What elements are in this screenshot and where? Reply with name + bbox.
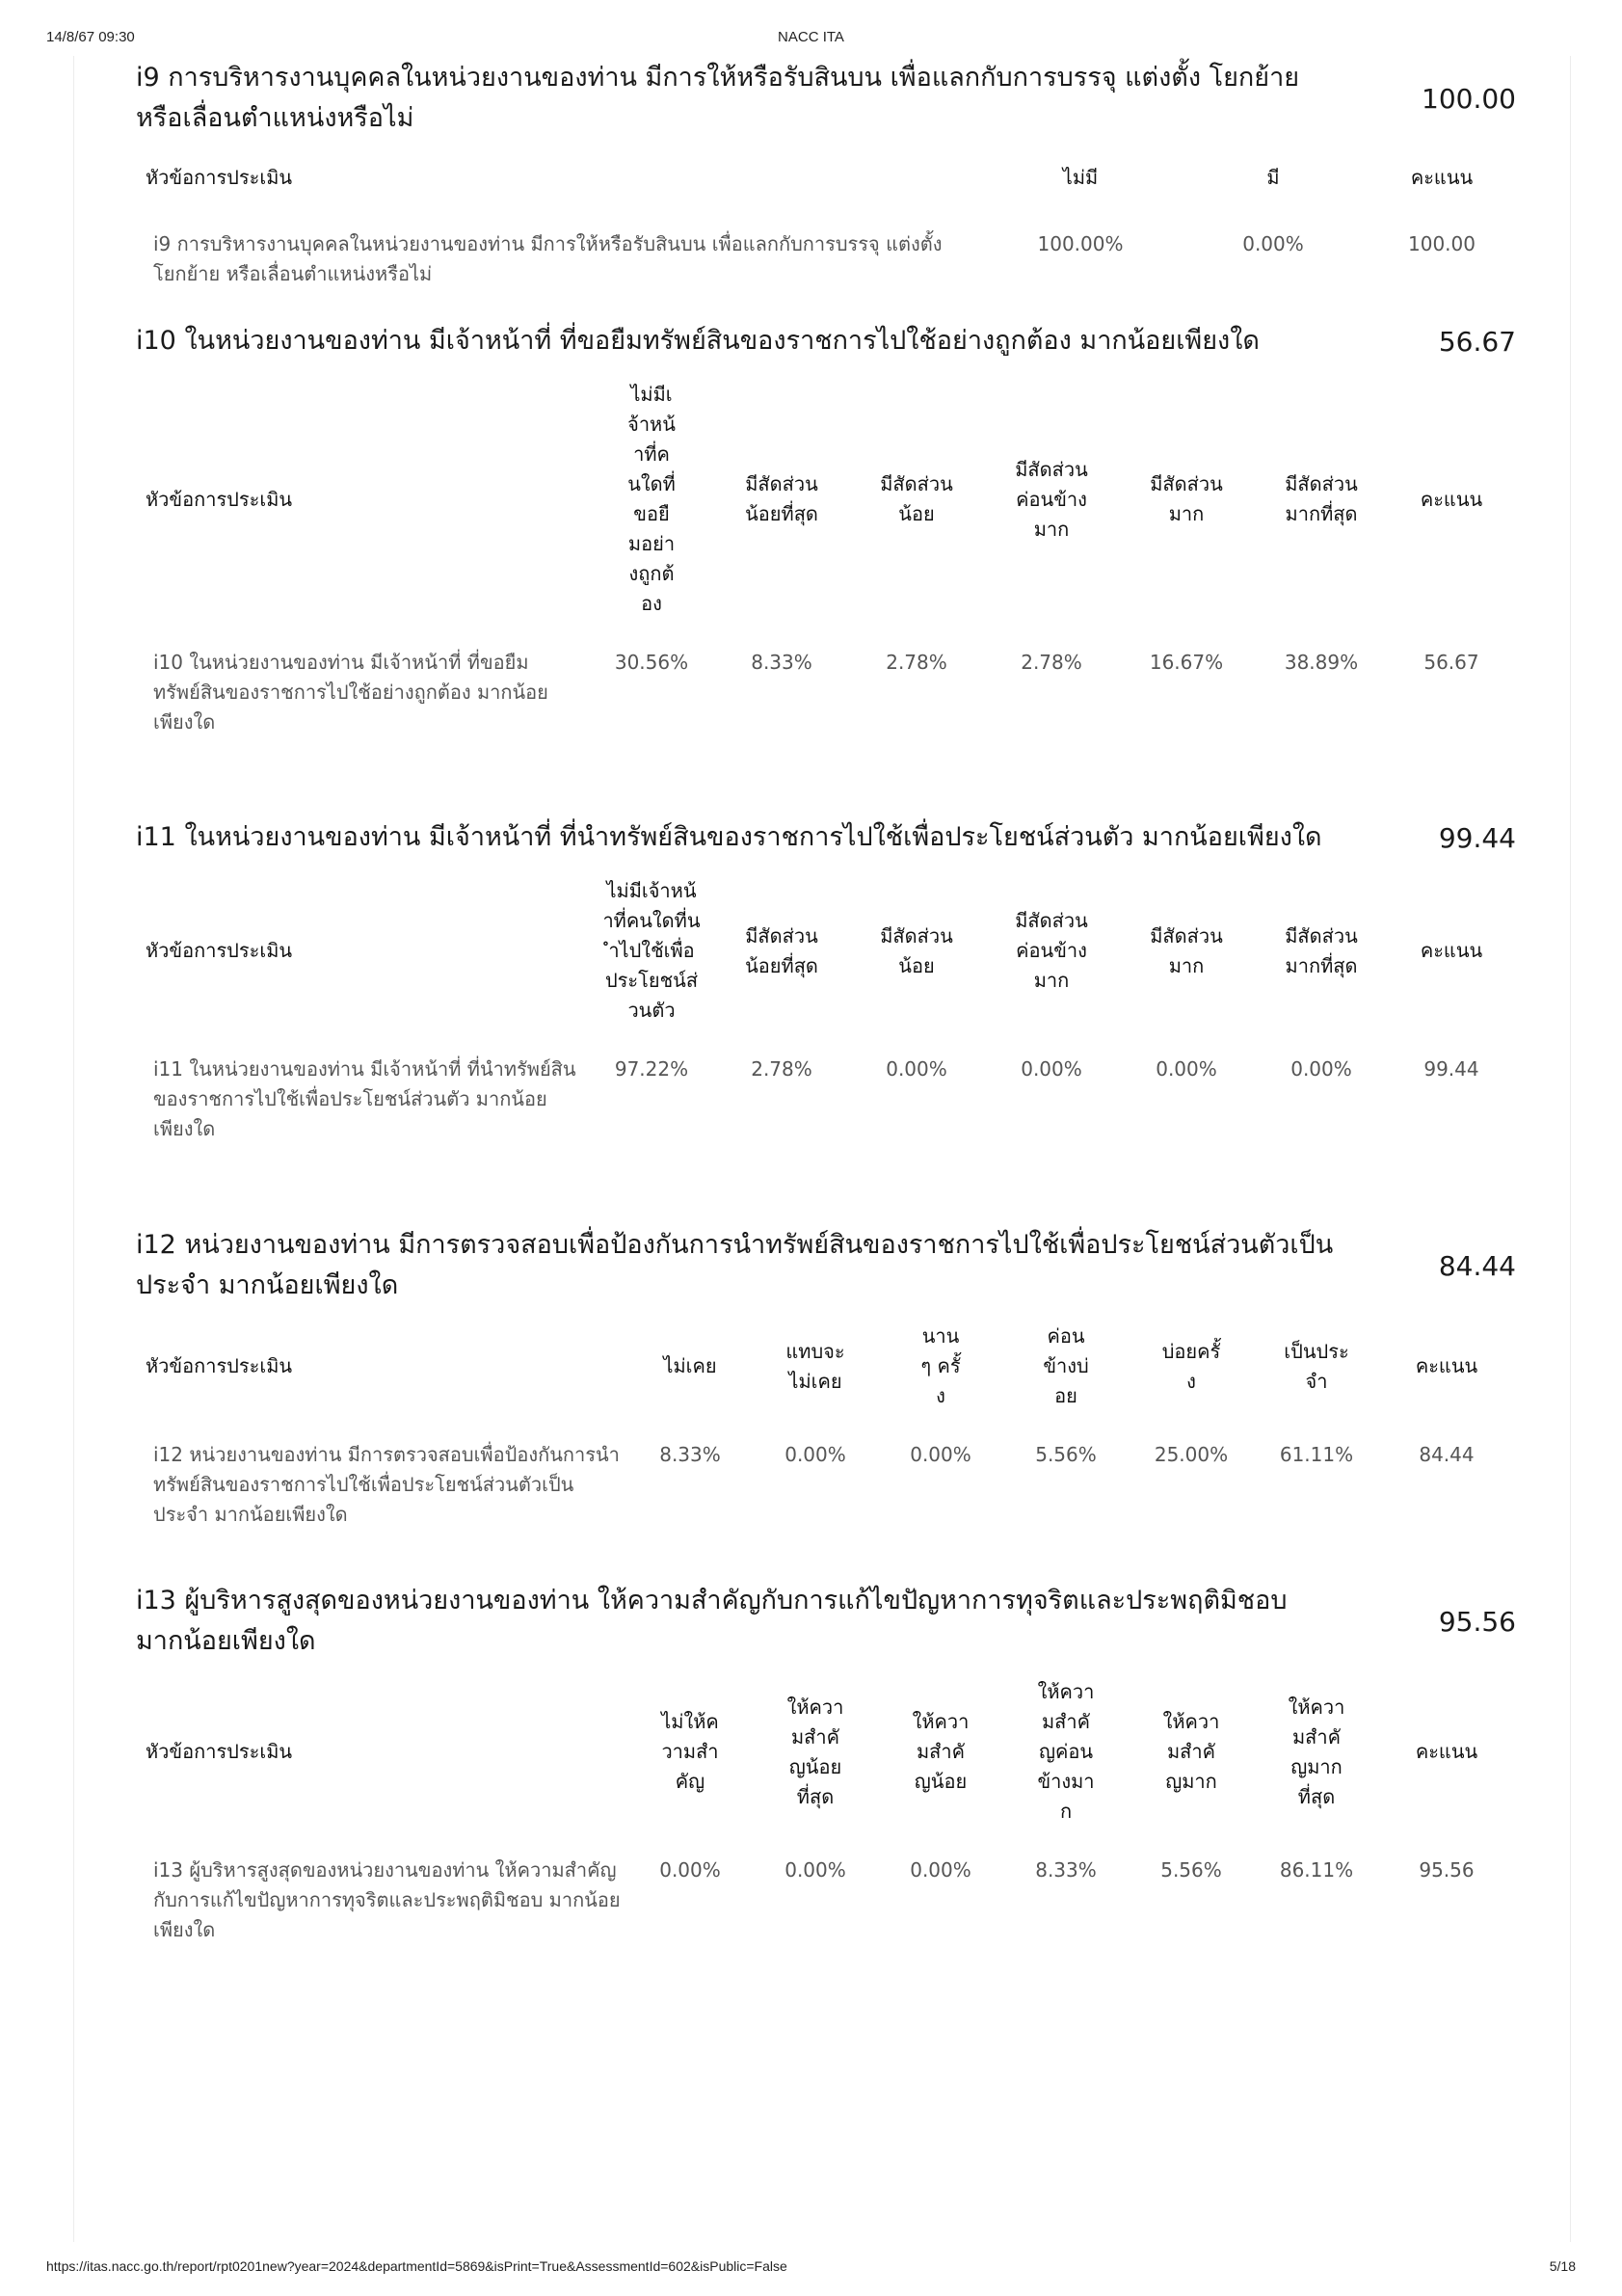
column-header: มีสัดส่วนน้อยที่สุด	[745, 923, 818, 977]
column-header: ไม่มี	[1062, 165, 1099, 189]
row-value: 2.78%	[1021, 651, 1082, 674]
row-value: 5.56%	[1160, 1858, 1222, 1882]
result-table	[136, 1314, 1514, 1535]
row-score: 84.44	[1419, 1443, 1475, 1466]
question-score: 84.44	[1438, 1249, 1516, 1282]
column-header-topic: หัวข้อการประเมิน	[146, 1740, 293, 1763]
column-header-score: คะแนน	[1415, 1354, 1478, 1377]
column-header: มีสัดส่วนค่อนข้างมาก	[1015, 909, 1088, 992]
column-header: มีสัดส่วนน้อย	[880, 923, 953, 977]
column-header: นาน ๆ ครั้ง	[920, 1324, 961, 1407]
print-footer	[46, 2258, 1576, 2278]
question-title: i10 ในหน่วยงานของท่าน มีเจ้าหน้าที่ ที่ขอยืมทรัพย์สินของราชการไปใช้อย่างถูกต้อง มากน้อยเพียงใด	[136, 326, 1260, 356]
result-table	[136, 372, 1514, 743]
print-url: https://itas.nacc.go.th/report/rpt0201new?year=2024&departmentId=5869&isPrint=True&AssessmentId=602&isPublic=False	[46, 2258, 787, 2274]
print-page-number: 5/18	[1549, 2258, 1576, 2274]
question-section-i12	[136, 1225, 1524, 1535]
question-score: 95.56	[1438, 1605, 1516, 1638]
column-header: มีสัดส่วนน้อยที่สุด	[745, 472, 818, 525]
table-row	[136, 1033, 1514, 1150]
question-header	[136, 1581, 1524, 1662]
column-header: ไม่มีเจ้าหน้าที่คนใดที่ขอยืมอย่างถูกต้อง	[627, 383, 676, 615]
column-header: มีสัดส่วนน้อย	[880, 472, 953, 525]
column-header: เป็นประจำ	[1284, 1339, 1349, 1393]
row-label: i12 หน่วยงานของท่าน มีการตรวจสอบเพื่อป้องกันการนำทรัพย์สินของราชการไปใช้เพื่อประโยชน์ส่วนตัวเป็นประจำ มากน้อยเพียงใด	[153, 1443, 620, 1526]
row-value: 0.00%	[784, 1858, 846, 1882]
row-value: 0.00%	[659, 1858, 721, 1882]
row-label: i13 ผู้บริหารสูงสุดของหน่วยงานของท่าน ให้ความสำคัญกับการแก้ไขปัญหาการทุจริตและประพฤติมิชอบ มากน้อยเพียงใด	[153, 1858, 621, 1941]
column-header: ให้ความสำคัญมาก	[1162, 1710, 1220, 1793]
row-label: i9 การบริหารงานบุคคลในหน่วยงานของท่าน มีการให้หรือรับสินบน เพื่อแลกกับการบรรจุ แต่งตั้ง โยกย้าย หรือเลื่อนตำแหน่งหรือไม่	[153, 232, 943, 285]
print-header	[46, 29, 1576, 48]
row-value: 0.00%	[910, 1443, 971, 1466]
result-table	[136, 147, 1514, 295]
question-title: i9 การบริหารงานบุคคลในหน่วยงานของท่าน มีการให้หรือรับสินบน เพื่อแลกกับการบรรจุ แต่งตั้ง โยกย้าย หรือเลื่อนตำแหน่งหรือไม่	[136, 63, 1300, 133]
row-value: 0.00%	[1242, 232, 1304, 255]
column-header: มีสัดส่วนมากที่สุด	[1285, 923, 1358, 977]
question-header	[136, 318, 1524, 364]
column-header: ไม่มีเจ้าหน้าที่คนใดที่นำไปใช้เพื่อประโยชน์ส่วนตัว	[602, 879, 701, 1022]
column-header: มีสัดส่วนมาก	[1150, 472, 1223, 525]
question-title: i11 ในหน่วยงานของท่าน มีเจ้าหน้าที่ ที่นำทรัพย์สินของราชการไปใช้เพื่อประโยชน์ส่วนตัว มากน้อยเพียงใด	[136, 822, 1322, 852]
row-value: 8.33%	[751, 651, 812, 674]
row-value: 0.00%	[1021, 1057, 1082, 1081]
column-header-score: คะแนน	[1420, 939, 1483, 962]
table-header-row	[136, 147, 1514, 208]
row-score: 100.00	[1408, 232, 1476, 255]
row-score: 99.44	[1423, 1057, 1479, 1081]
row-value: 2.78%	[886, 651, 947, 674]
column-header: ไม่ให้ความสำคัญ	[661, 1710, 719, 1793]
column-header-topic: หัวข้อการประเมิน	[146, 1354, 293, 1377]
column-header-topic: หัวข้อการประเมิน	[146, 939, 293, 962]
row-value: 100.00%	[1037, 232, 1124, 255]
column-header: มีสัดส่วนมากที่สุด	[1285, 472, 1358, 525]
row-value: 0.00%	[1156, 1057, 1217, 1081]
row-value: 0.00%	[886, 1057, 947, 1081]
question-score: 99.44	[1438, 821, 1516, 854]
column-header: ให้ความสำคัญน้อยที่สุด	[786, 1695, 844, 1808]
question-header	[136, 1225, 1524, 1306]
row-value: 8.33%	[659, 1443, 721, 1466]
column-header-topic: หัวข้อการประเมิน	[146, 487, 293, 511]
column-header-score: คะแนน	[1420, 487, 1483, 511]
column-header: ให้ความสำคัญมากที่สุด	[1288, 1695, 1345, 1808]
table-row	[136, 208, 1514, 295]
row-score: 56.67	[1423, 651, 1479, 674]
column-header: มีสัดส่วนค่อนข้างมาก	[1015, 457, 1088, 541]
row-value: 5.56%	[1035, 1443, 1097, 1466]
column-header-score: คะแนน	[1410, 165, 1474, 189]
question-header	[136, 58, 1524, 139]
column-header-score: คะแนน	[1415, 1740, 1478, 1763]
row-value: 38.89%	[1284, 651, 1359, 674]
column-header: ไม่เคย	[663, 1354, 717, 1377]
question-section-i10	[136, 318, 1524, 743]
row-value: 30.56%	[614, 651, 689, 674]
report-sheet	[73, 56, 1571, 2242]
column-header: มีสัดส่วนมาก	[1150, 923, 1223, 977]
row-label: i11 ในหน่วยงานของท่าน มีเจ้าหน้าที่ ที่นำทรัพย์สินของราชการไปใช้เพื่อประโยชน์ส่วนตัว มากน้อยเพียงใด	[153, 1057, 576, 1140]
result-table	[136, 868, 1514, 1150]
question-score: 56.67	[1438, 325, 1516, 358]
table-header-row	[136, 372, 1514, 627]
question-title: i13 ผู้บริหารสูงสุดของหน่วยงานของท่าน ให้ความสำคัญกับการแก้ไขปัญหาการทุจริตและประพฤติมิชอบ มากน้อยเพียงใด	[136, 1586, 1288, 1656]
question-header	[136, 814, 1524, 861]
print-site-title: NACC ITA	[778, 29, 844, 45]
table-header-row	[136, 868, 1514, 1033]
row-value: 61.11%	[1279, 1443, 1354, 1466]
question-section-i9	[136, 58, 1524, 295]
table-row	[136, 627, 1514, 743]
column-header: ค่อนข้างบ่อย	[1043, 1324, 1089, 1407]
table-row	[136, 1419, 1514, 1535]
column-header: ให้ความสำคัญน้อย	[912, 1710, 970, 1793]
question-score: 100.00	[1422, 82, 1516, 115]
table-row	[136, 1834, 1514, 1951]
question-section-i13	[136, 1581, 1524, 1951]
table-header-row	[136, 1314, 1514, 1419]
row-value: 86.11%	[1279, 1858, 1354, 1882]
row-value: 25.00%	[1154, 1443, 1229, 1466]
row-label: i10 ในหน่วยงานของท่าน มีเจ้าหน้าที่ ที่ขอยืมทรัพย์สินของราชการไปใช้อย่างถูกต้อง มากน้อยเพียงใด	[153, 651, 548, 734]
row-value: 8.33%	[1035, 1858, 1097, 1882]
column-header-topic: หัวข้อการประเมิน	[146, 165, 293, 189]
column-header: บ่อยครั้ง	[1161, 1339, 1221, 1393]
row-value: 0.00%	[1290, 1057, 1352, 1081]
row-score: 95.56	[1419, 1858, 1475, 1882]
row-value: 0.00%	[910, 1858, 971, 1882]
row-value: 97.22%	[614, 1057, 689, 1081]
row-value: 2.78%	[751, 1057, 812, 1081]
column-header: ให้ความสำคัญค่อนข้างมาก	[1037, 1680, 1095, 1823]
column-header: แทบจะไม่เคย	[785, 1339, 845, 1393]
print-datetime: 14/8/67 09:30	[46, 29, 135, 45]
column-header: มี	[1266, 165, 1280, 189]
question-section-i11	[136, 814, 1524, 1150]
question-title: i12 หน่วยงานของท่าน มีการตรวจสอบเพื่อป้องกันการนำทรัพย์สินของราชการไปใช้เพื่อประโยชน์ส่วนตัวเป็นประจำ มากน้อยเพียงใด	[136, 1230, 1334, 1300]
table-header-row	[136, 1669, 1514, 1834]
row-value: 16.67%	[1149, 651, 1224, 674]
result-table	[136, 1669, 1514, 1951]
row-value: 0.00%	[784, 1443, 846, 1466]
